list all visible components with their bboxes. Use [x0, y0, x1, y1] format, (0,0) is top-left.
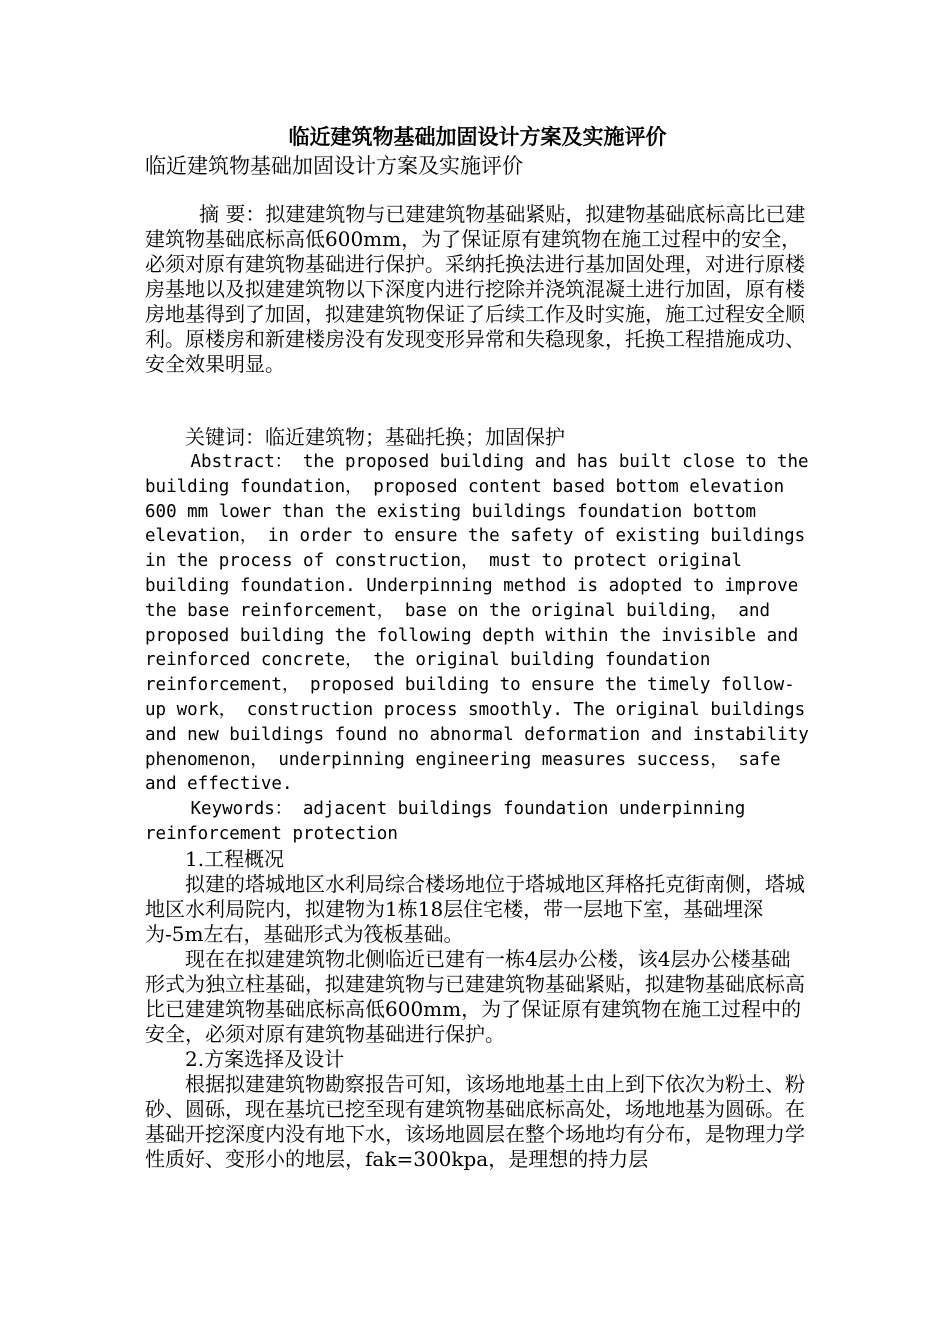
document-subtitle: 临近建筑物基础加固设计方案及实施评价 [145, 154, 523, 178]
abstract-en: Abstract： the proposed building and has built close to the building foundation， proposed content based bottom elevation 600 mm lower than the existing buildings foundation bottom elevation， in order to ensure the safety of existing buildings in the process of construction， must to protect original building foundation. Underpinning method is adopted to improve the base reinforcement， base on the original building， and proposed building the following depth within the invisible and reinforced concrete， the original building foundation reinforcement， proposed building to ensure the timely follow-up work， construction process smoothly. The original buildings and new buildings found no abnormal deformation and instability phenomenon， underpinning engineering measures success， safe and effective. [145, 452, 809, 795]
abstract-cn: 摘 要：拟建建筑物与已建建筑物基础紧贴，拟建物基础底标高比已建建筑物基础底标高低600mm，为了保证原有建筑物在施工过程中的安全，必须对原有建筑物基础进行保护。采纳托换法进行基加固处理，对进行原楼房基地以及拟建建筑物以下深度内进行挖除并浇筑混凝土进行加固，原有楼房地基得到了加固，拟建建筑物保证了后续工作及时实施，施工过程安全顺利。原楼房和新建楼房没有发现变形异常和失稳现象，托换工程措施成功、安全效果明显。 [145, 202, 806, 376]
keywords-cn: 关键词：临近建筑物；基础托换；加固保护 [185, 425, 565, 449]
document-page [145, 122, 810, 1172]
section2-paragraph-1: 根据拟建建筑物勘察报告可知，该场地地基土由上到下依次为粉土、粉砂、圆砾，现在基坑已挖至现有建筑物基础底标高处，场地地基为圆砾。在基础开挖深度内没有地下水，该场地圆层在整个场地均有分布，是物理力学性质好、变形小的地层，fak=300kpa，是理想的持力层 [145, 1071, 805, 1171]
section-heading-1: 1.工程概况 [185, 846, 285, 871]
keywords-en: Keywords： adjacent buildings foundation underpinning reinforcement protection [145, 799, 746, 844]
section1-paragraph-2: 现在在拟建建筑物北侧临近已建有一栋4层办公楼，该4层办公楼基础形式为独立柱基础，拟建建筑物与已建建筑物基础紧贴，拟建物基础底标高比已建建筑物基础底标高低600mm，为了保证原有建筑物在施工过程中的安全，必须对原有建筑物基础进行保护。 [145, 946, 805, 1046]
section1-paragraph-1: 拟建的塔城地区水利局综合楼场地位于塔城地区拜格托克街南侧，塔城地区水利局院内，拟建物为1栋18层住宅楼，带一层地下室，基础埋深为-5m左右，基础形式为筏板基础。 [145, 871, 805, 946]
document-title: 临近建筑物基础加固设计方案及实施评价 [288, 124, 667, 149]
section-heading-2: 2.方案选择及设计 [185, 1046, 345, 1071]
